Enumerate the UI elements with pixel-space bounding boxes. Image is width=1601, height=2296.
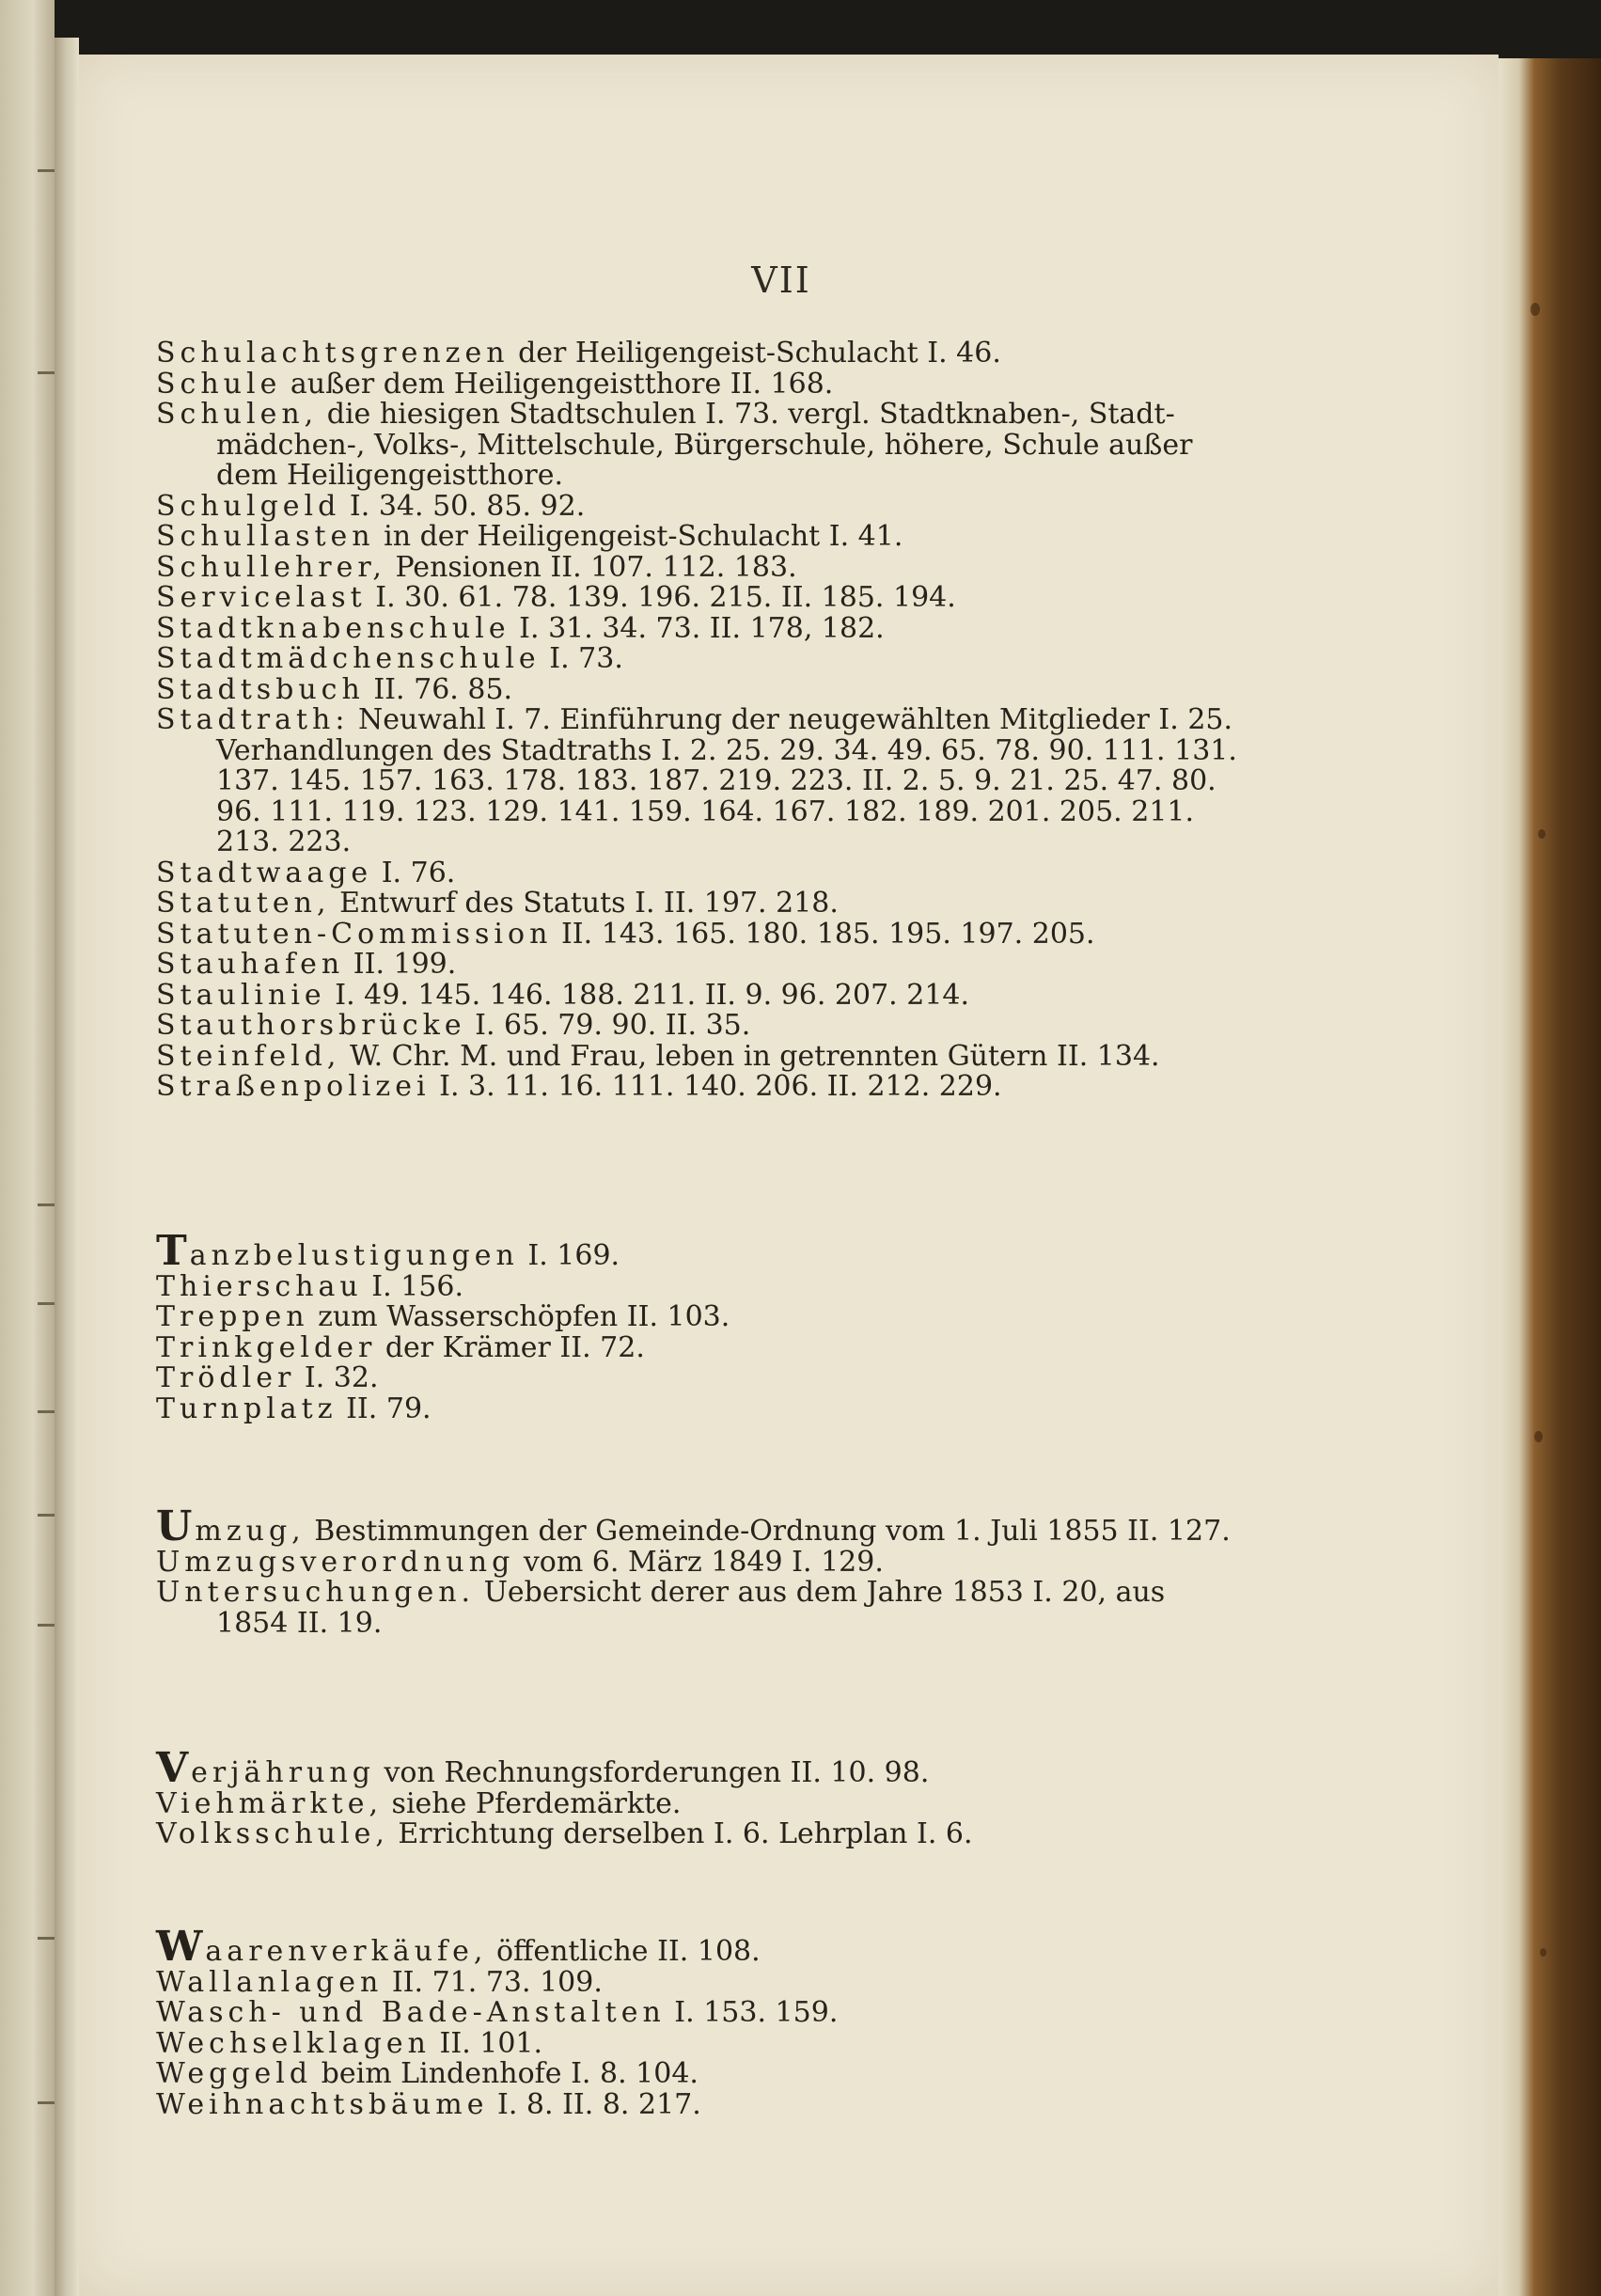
index-entry [156, 2059, 1237, 2090]
index-references: der Heiligengeist-Schulacht I. 46. [509, 337, 1001, 370]
index-references: I. 156. [362, 1269, 464, 1303]
index-references: von Rechnungsforderungen II. 10. 98. [374, 1756, 930, 1789]
index-references: I. 153. 159. [665, 1996, 839, 2029]
page-edge-mark [38, 1410, 55, 1413]
index-entry [156, 1923, 1237, 1971]
index-headword: Schullehrer, [156, 550, 386, 584]
index-entry [156, 400, 1237, 492]
index-entry [156, 1302, 1237, 1333]
index-references: I. 34. 50. 85. 92. [340, 489, 586, 523]
index-entry [156, 1269, 1237, 1303]
page-edge-mark [38, 2101, 55, 2104]
index-references: die hiesigen Stadtschulen I. 73. vergl. Stadtknaben-, Stadt-mädchen-, Volks-, Mittelschule, Bürgerschule, höhere, Schule außer dem Heiligengeistthore. [216, 398, 1193, 492]
index-headword: Wechselklagen [156, 2026, 431, 2060]
page-edge-mark [38, 1514, 55, 1517]
index-headword: Stauthorsbrücke [156, 1009, 466, 1042]
index-references: II. 76. 85. [364, 672, 513, 706]
index-entry [156, 978, 1237, 1012]
index-references: I. 73. [540, 642, 623, 675]
index-entry [156, 1330, 1237, 1364]
index-entry [156, 1394, 1237, 1425]
index-entry [156, 1227, 1237, 1275]
index-headword: Stadtwaage [156, 856, 373, 889]
index-headword: Schulgeld [156, 489, 341, 523]
index-references: II. 79. [337, 1392, 432, 1425]
index-headword: Untersuchungen. [156, 1576, 476, 1609]
index-references: I. 31. 34. 73. II. 178, 182. [510, 611, 885, 645]
index-entry [156, 1744, 1237, 1792]
index-section-u [156, 1502, 1237, 1640]
page-edge-mark [38, 1302, 55, 1305]
index-headword: Volksschule, [156, 1817, 389, 1850]
index-references: Neuwahl I. 7. Einführung der neugewählten Mitglieder I. 25. Verhandlungen des Stadtraths I. 2. 25. 29. 34. 49. 65. 78. 90. 111. 131. 137. 145. 157. 163. 178. 183. 187. 219. 223. II. 2. 5. 9. 21. 25. 47. 80. 96. 111. 119. 123. 129. 141. 159. 164. 167. 182. 189. 201. 205. 211. 213. 223. [216, 703, 1237, 858]
index-entry [156, 672, 1237, 706]
index-references: Errichtung derselben I. 6. Lehrplan I. 6. [388, 1817, 973, 1850]
index-headword: Stadtsbuch [156, 672, 365, 706]
index-headword: Statuten-Commission [156, 917, 553, 951]
index-entry [156, 550, 1237, 584]
index-headword: Verjährung [156, 1744, 375, 1792]
index-headword: Turnplatz [156, 1392, 337, 1425]
index-references: Entwurf des Statuts I. II. 197. 218. [330, 887, 839, 920]
index-references: Uebersicht derer aus dem Jahre 1853 I. 20, aus 1854 II. 19. [216, 1576, 1166, 1640]
index-headword: Stadtknabenschule [156, 611, 510, 645]
index-entry [156, 489, 1237, 523]
index-entry [156, 1011, 1237, 1042]
index-entry [156, 2087, 1237, 2121]
index-headword: Waarenverkäufe, [156, 1923, 488, 1971]
index-section-w [156, 1923, 1237, 2121]
index-entry [156, 1545, 1237, 1579]
index-headword: Trinkgelder [156, 1330, 377, 1364]
index-headword: Treppen [156, 1300, 309, 1333]
index-references: außer dem Heiligengeistthore II. 168. [281, 367, 834, 401]
index-references: zum Wasserschöpfen II. 103. [308, 1300, 730, 1333]
index-headword: Servicelast [156, 581, 367, 614]
cover-stain [1534, 1431, 1543, 1442]
index-entry [156, 611, 1237, 645]
index-headword: Weggeld [156, 2057, 313, 2090]
cover-stain [1540, 1948, 1546, 1957]
index-headword: Schule [156, 367, 282, 401]
index-references: I. 169. [518, 1239, 620, 1272]
index-entry [156, 2026, 1237, 2060]
index-references: I. 49. 145. 146. 188. 211. II. 9. 96. 207. 214. [325, 978, 970, 1012]
index-references: I. 32. [295, 1361, 379, 1394]
index-entry [156, 1819, 1237, 1850]
index-section-v [156, 1744, 1237, 1850]
index-headword: Stauhafen [156, 948, 345, 981]
index-references: II. 71. 73. 109. [383, 1965, 603, 1999]
index-headword: Viehmärkte, [156, 1786, 384, 1820]
index-entry [156, 522, 1237, 553]
index-headword: Straßenpolizei [156, 1070, 431, 1103]
book-gutter [55, 38, 79, 2296]
index-headword: Wasch- und Bade-Anstalten [156, 1996, 666, 2029]
index-section-t [156, 1227, 1237, 1425]
index-headword: Schullasten [156, 520, 375, 553]
index-headword: Schulen, [156, 398, 319, 431]
index-references: Pensionen II. 107. 112. 183. [385, 550, 797, 584]
page-edge-mark [38, 169, 55, 172]
section-initial-letter: V [156, 1744, 192, 1792]
index-headword: Umzug, [156, 1502, 306, 1550]
index-headword: Umzugsverordnung [156, 1545, 515, 1579]
index-references: II. 101. [430, 2026, 543, 2060]
index-references: II. 199. [344, 948, 457, 981]
index-headword: Weihnachtsbäume [156, 2087, 489, 2121]
index-entry [156, 1363, 1237, 1394]
index-references: in der Heiligengeist-Schulacht I. 41. [374, 520, 903, 553]
book-cover-edge [1499, 58, 1601, 2296]
index-entry [156, 950, 1237, 981]
left-page-edge [0, 0, 55, 2296]
index-entry [156, 1998, 1237, 2029]
index-entry [156, 1072, 1237, 1103]
page-edge-mark [38, 1203, 55, 1206]
index-references: vom 6. März 1849 I. 129. [514, 1545, 884, 1579]
page-number-heading: VII [751, 259, 811, 301]
index-references: beim Lindenhofe I. 8. 104. [312, 2057, 698, 2090]
index-references: siehe Pferdemärkte. [383, 1786, 682, 1820]
index-entry [156, 338, 1237, 370]
section-initial-letter: T [156, 1227, 190, 1275]
page-edge-mark [38, 1937, 55, 1940]
index-headword: Thierschau [156, 1269, 363, 1303]
page-edge-mark [38, 1624, 55, 1627]
index-headword: Trödler [156, 1361, 296, 1394]
index-entry [156, 1039, 1237, 1073]
index-entry [156, 1786, 1237, 1820]
index-references: I. 65. 79. 90. II. 35. [465, 1009, 751, 1042]
index-headword: Staulinie [156, 978, 326, 1012]
index-headword: Steinfeld, [156, 1039, 341, 1073]
section-initial-letter: U [156, 1502, 196, 1550]
cover-stain [1538, 829, 1546, 839]
index-entry [156, 705, 1237, 858]
index-headword: Schulachtsgrenzen [156, 337, 510, 370]
index-section-s [156, 338, 1237, 1103]
index-headword: Stadtmädchenschule [156, 642, 541, 675]
cover-stain [1530, 303, 1540, 316]
index-references: I. 76. [372, 856, 456, 889]
page-edge-mark [38, 371, 55, 374]
index-references: I. 3. 11. 16. 111. 140. 206. II. 212. 229. [430, 1070, 1002, 1103]
index-entry [156, 1578, 1237, 1639]
index-entry [156, 644, 1237, 675]
index-headword: Statuten, [156, 887, 331, 920]
index-references: I. 8. II. 8. 217. [488, 2087, 701, 2121]
index-entry [156, 583, 1237, 614]
index-headword: Stadtrath: [156, 703, 350, 736]
section-initial-letter: W [156, 1923, 206, 1971]
index-headword: Tanzbelustigungen [156, 1227, 519, 1275]
index-entry [156, 1502, 1237, 1550]
index-references: Bestimmungen der Gemeinde-Ordnung vom 1. Juli 1855 II. 127. [305, 1515, 1231, 1548]
index-references: II. 143. 165. 180. 185. 195. 197. 205. [552, 917, 1095, 951]
index-references: W. Chr. M. und Frau, leben in getrennten Gütern II. 134. [340, 1039, 1160, 1073]
index-entry [156, 858, 1237, 889]
index-entry [156, 367, 1237, 401]
index-entry [156, 889, 1237, 920]
index-entry [156, 1965, 1237, 1999]
index-entry [156, 917, 1237, 951]
index-headword: Wallanlagen [156, 1965, 384, 1999]
index-references: I. 30. 61. 78. 139. 196. 215. II. 185. 194. [366, 581, 956, 614]
index-references: der Krämer II. 72. [376, 1330, 645, 1364]
index-references: öffentliche II. 108. [487, 1935, 761, 1968]
